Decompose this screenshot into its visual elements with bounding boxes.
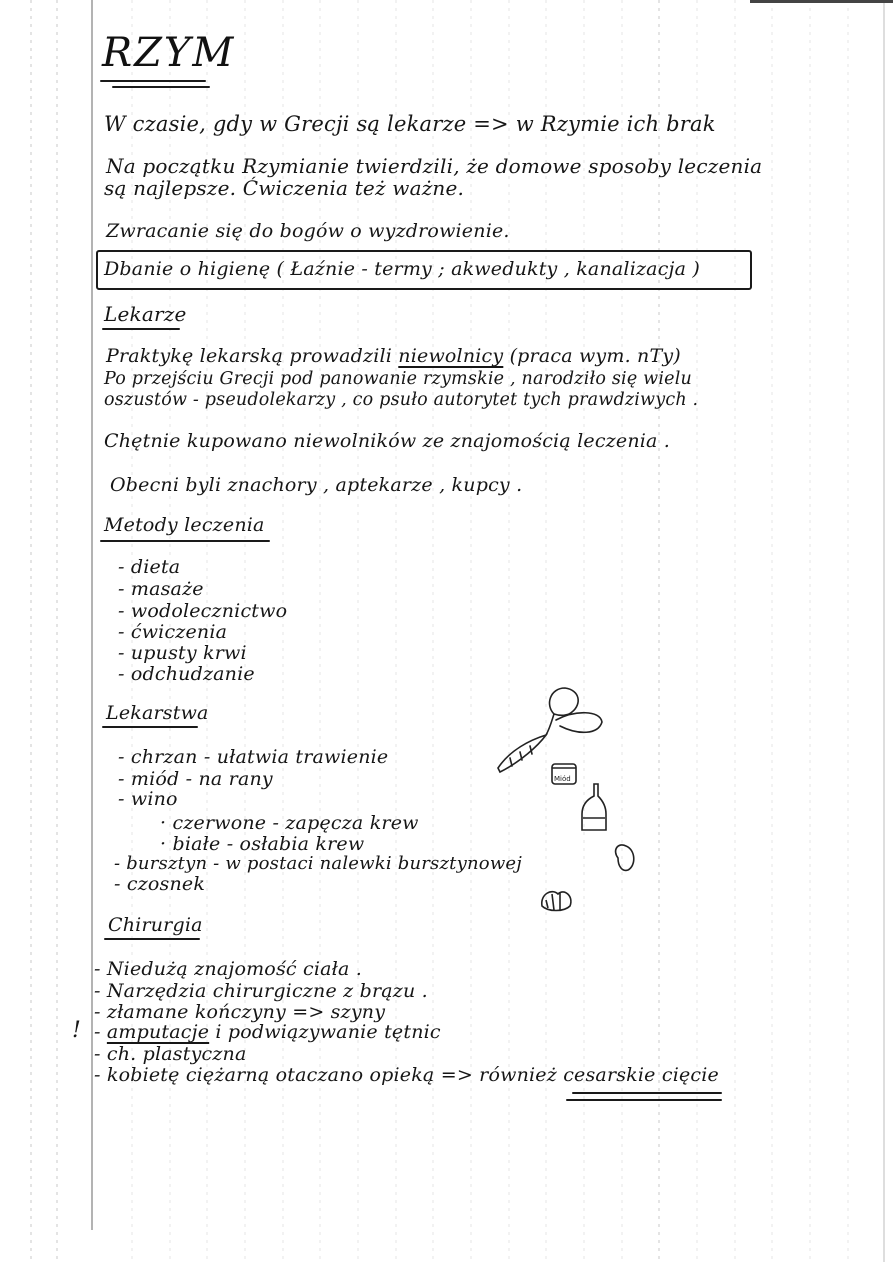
title-underline-2 [112,86,210,88]
list-item: - upusty krwi [118,642,247,664]
lekarze-line-3: oszustów - pseudolekarzy , co psuło autorytet tych prawdziwych . [104,390,699,410]
jar-label: Miód [554,775,571,783]
list-item: - chrzan - ułatwia trawienie [118,746,389,768]
page-title: RZYM [102,30,236,76]
list-item: - bursztyn - w postaci nalewki bursztynowej [114,853,523,874]
list-item [94,1064,719,1086]
list-item: - złamane kończyny => szyny [94,1001,386,1023]
niewolnicy-underlined: niewolnicy [398,345,504,367]
list-item: - odchudzanie [118,663,255,685]
lekarze-underline [102,328,180,330]
title-underline [100,80,206,82]
list-item-dash: - [94,1021,107,1043]
section-heading-lekarstwa: Lekarstwa [106,702,209,724]
list-item: - ch. plastyczna [94,1043,247,1065]
hygiene-text: Dbanie o higienę ( Łaźnie - termy ; akwedukty , kanalizacja ) [104,258,701,280]
lekarstwa-underline [102,726,198,728]
amputacje-underlined: amputacje [106,1021,210,1043]
lekarze-line-5: Obecni byli znachory , aptekarze , kupcy . [110,474,523,496]
intro-line-1: W czasie, gdy w Grecji są lekarze => w Rzymie ich brak [104,112,716,136]
cesarskie-underline [572,1092,722,1094]
list-item: · białe - osłabia krew [160,833,365,855]
intro-line-2: Na początku Rzymianie twierdzili, że domowe sposoby leczenia [106,154,763,178]
last-item-text: - kobietę ciężarną otaczano opieką => również [94,1064,557,1086]
lekarze-line-4: Chętnie kupowano niewolników ze znajomością leczenia . [104,430,671,452]
amputacje-rest: i podwiązywanie tętnic [209,1021,441,1043]
wine-bottle-sketch-icon [582,784,606,830]
list-item: - czosnek [114,873,206,895]
list-item [94,1021,441,1043]
horseradish-sketch-icon [498,688,602,772]
list-item: - Narzędzia chirurgiczne z brązu . [94,980,428,1002]
intro-line-3: są najlepsze. Ćwiczenia też ważne. [104,176,465,200]
list-item: · czerwone - zapęcza krew [160,812,419,834]
amber-sketch-icon [616,845,634,870]
section-heading-lekarze: Lekarze [104,302,187,326]
sketches [490,680,650,920]
lekarze-line-1 [106,345,681,367]
metody-underline [100,540,270,542]
list-item: - ćwiczenia [118,621,228,643]
list-item: - wodolecznictwo [118,600,288,622]
garlic-sketch-icon [542,892,571,911]
list-item: - wino [118,788,178,810]
lekarze-line-2: Po przejściu Grecji pod panowanie rzymskie , narodziło się wielu [104,369,692,389]
section-heading-chirurgia: Chirurgia [108,914,203,936]
list-item: - dieta [118,556,181,578]
lekarze-line-1-c: (praca wym. nTy) [509,345,681,367]
list-item: - Niedużą znajomość ciała . [94,958,362,980]
margin-exclamation: ! [72,1018,82,1043]
list-item: - miód - na rany [118,768,273,790]
cesarskie-underline-2 [566,1099,722,1101]
cesarskie-text: cesarskie cięcie [563,1064,719,1086]
intro-line-4: Zwracanie się do bogów o wyzdrowienie. [106,220,510,242]
section-heading-metody: Metody leczenia [104,514,265,536]
list-item: - masaże [118,578,204,600]
lekarze-line-1-a: Praktykę lekarską prowadzili [106,345,393,367]
chirurgia-underline [104,938,200,940]
